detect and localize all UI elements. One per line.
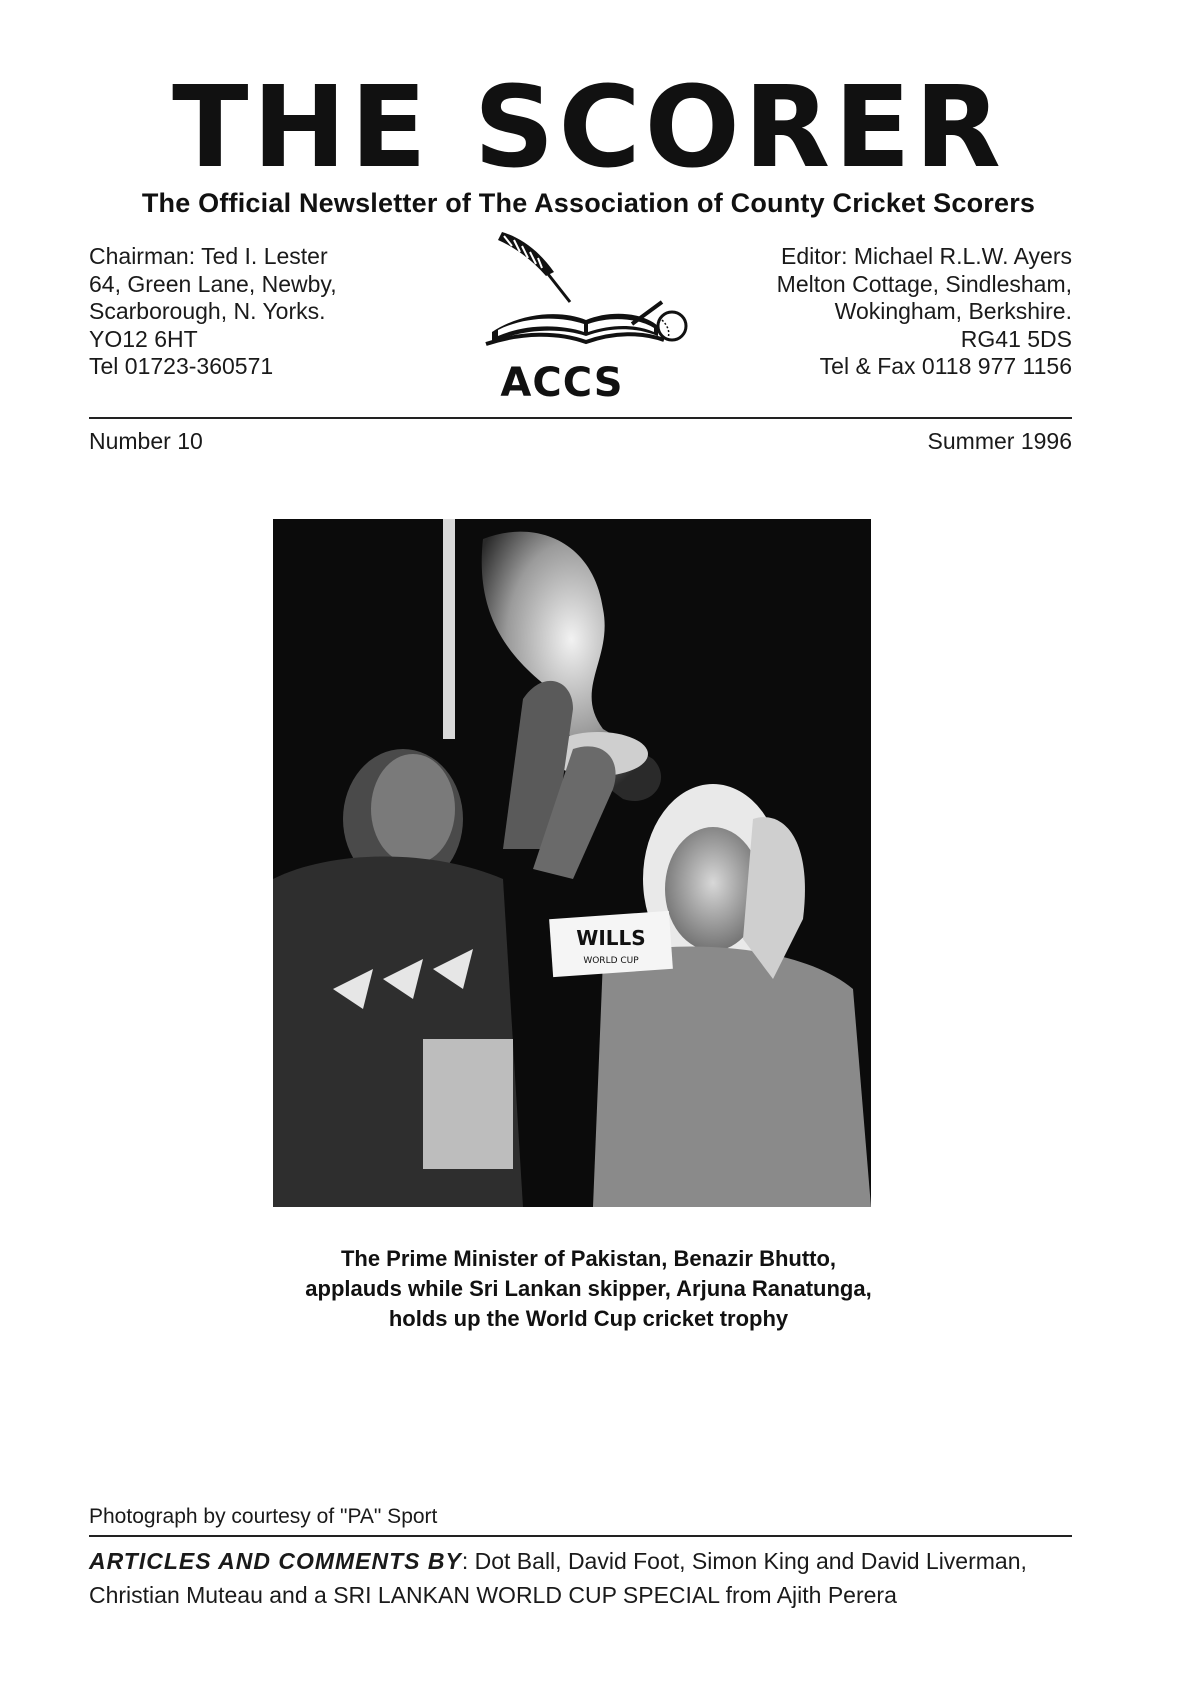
editor-address xyxy=(777,243,1072,381)
issue-season: Summer 1996 xyxy=(927,428,1072,454)
editor-postcode: RG41 5DS xyxy=(960,325,1072,352)
chairman-address xyxy=(89,243,337,381)
banner-text: WILLS xyxy=(576,926,646,950)
masthead-title: THE SCORER xyxy=(172,63,1005,193)
articles-line-2: Christian Muteau and a SRI LANKAN WORLD CUP SPECIAL from Ajith Perera xyxy=(89,1582,897,1608)
articles-line-1: : Dot Ball, David Foot, Simon King and David Liverman, xyxy=(461,1548,1027,1574)
chairman-street: 64, Green Lane, Newby, xyxy=(89,270,337,297)
header-divider xyxy=(89,417,1072,419)
newsletter-subtitle: The Official Newsletter of The Association of County Cricket Scorers xyxy=(141,188,1036,218)
photo-credit: Photograph by courtesy of "PA" Sport xyxy=(89,1505,438,1528)
chairman-phone: Tel 01723-360571 xyxy=(89,353,274,379)
issue-number: Number 10 xyxy=(89,428,203,454)
articles-contributors xyxy=(89,1544,1079,1612)
articles-heading: ARTICLES AND COMMENTS BY xyxy=(89,1548,462,1574)
editor-phone: Tel & Fax 0118 977 1156 xyxy=(819,353,1072,379)
logo-text: ACCS xyxy=(500,360,624,406)
caption-line-3: holds up the World Cup cricket trophy xyxy=(388,1306,789,1331)
chairman-town: Scarborough, N. Yorks. xyxy=(89,298,326,324)
editor-town: Wokingham, Berkshire. xyxy=(834,298,1072,324)
editor-name: Editor: Michael R.L.W. Ayers xyxy=(780,243,1072,269)
banner-subtext: WORLD CUP xyxy=(583,956,639,966)
caption-line-1: The Prime Minister of Pakistan, Benazir Bhutto, xyxy=(340,1246,837,1271)
cover-photo xyxy=(273,519,871,1207)
chairman-name: Chairman: Ted I. Lester xyxy=(89,243,328,269)
photo-caption xyxy=(0,1244,1177,1334)
caption-line-2: applauds while Sri Lankan skipper, Arjuna Ranatunga, xyxy=(305,1276,872,1301)
chairman-postcode: YO12 6HT xyxy=(89,325,198,352)
footer-divider xyxy=(89,1535,1072,1537)
editor-street: Melton Cottage, Sindlesham, xyxy=(776,270,1072,297)
